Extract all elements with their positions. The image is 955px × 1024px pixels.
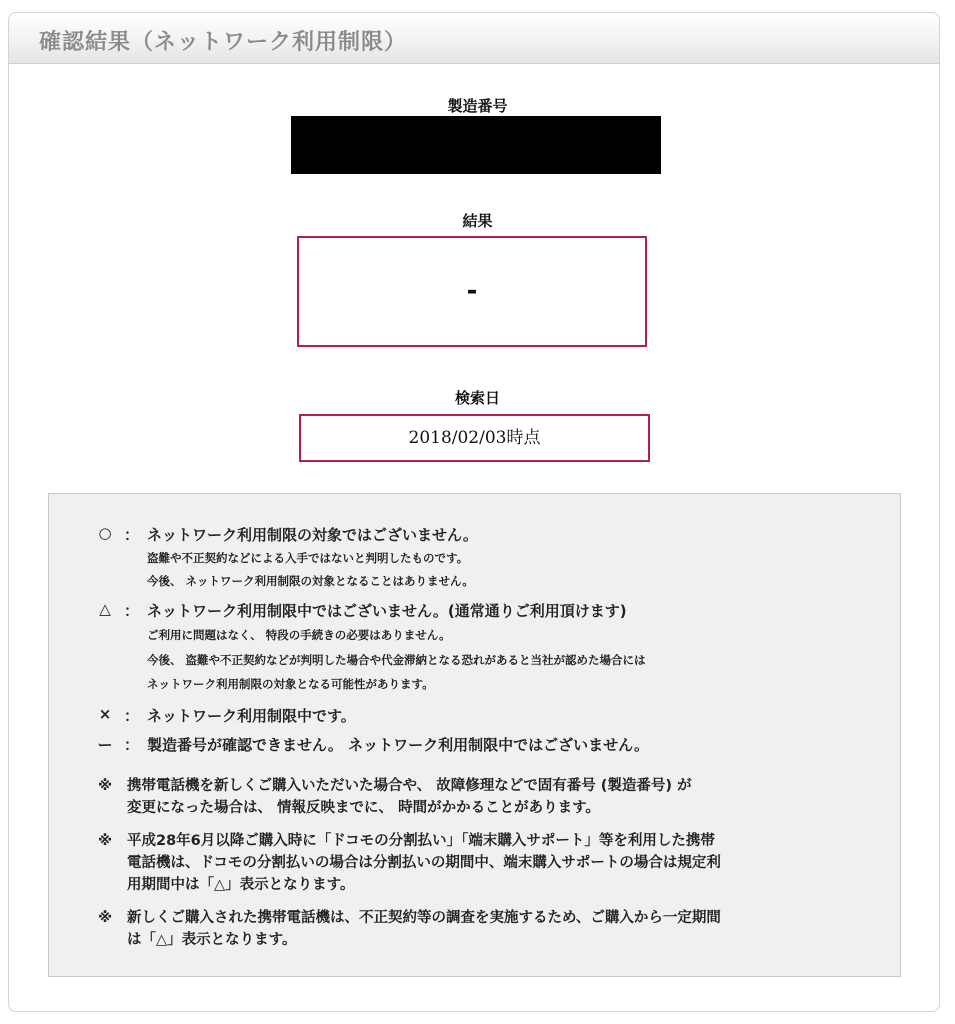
note-mark: ※ [97,910,113,926]
legend-text: 製造番号が確認できません。 ネットワーク利用制限中ではございません。 [147,736,650,754]
legend-subtext: ご利用に問題はなく、 特段の手続きの必要はありません。 [147,628,451,642]
search-date-box [299,414,650,462]
legend-text: ネットワーク利用制限中です。 [147,707,356,725]
panel-header [9,13,939,64]
note-line: 変更になった場合は、 情報反映までに、 時間がかかることがあります。 [127,800,600,816]
legend-colon: ： [124,707,140,725]
circle-symbol: ○ [98,524,112,542]
note-line: は「△」表示となります。 [127,932,297,948]
legend-colon: ： [124,526,140,544]
legend-subtext: 盗難や不正契約などによる入手ではないと判明したものです。 [147,551,469,565]
note-line: 電話機は、ドコモの分割払いの場合は分割払いの期間中、端末購入サポートの場合は規定利 [127,855,721,871]
legend-text: ネットワーク利用制限の対象ではございません。 [147,526,478,544]
legend-subtext: 今後、 ネットワーク利用制限の対象となることはありません。 [147,574,474,588]
legend-colon: ： [124,736,140,754]
note-line: 平成28年6月以降ご購入時に「ドコモの分割払い」「端末購入サポート」等を利用した携帯 [127,833,715,849]
result-value: - [466,276,478,306]
legend-text: ネットワーク利用制限中ではございません。(通常通りご利用頂けます) [147,602,627,620]
legend-subtext: 今後、 盗難や不正契約などが判明した場合や代金滞納となる恐れがあると当社が認めた場合には [147,653,646,667]
note-line: 新しくご購入された携帯電話機は、不正契約等の調査を実施するため、ご購入から一定期間 [127,910,721,926]
dash-symbol: ー [97,736,113,754]
cross-symbol: × [98,705,112,723]
legend-colon: ： [124,602,140,620]
note-line: 携帯電話機を新しくご購入いただいた場合や、 故障修理などで固有番号 (製造番号) が [127,778,692,794]
serial-label: 製造番号 [447,97,508,115]
result-label: 結果 [462,212,493,230]
serial-redacted-value [291,116,661,174]
page-title: 確認結果（ネットワーク利用制限） [39,30,408,55]
search-date-value: 2018/02/03時点 [408,428,541,448]
note-mark: ※ [97,778,113,794]
legend-box [48,493,901,977]
note-line: 用期間中は「△」表示となります。 [127,877,355,893]
search-date-label: 検索日 [454,389,500,407]
note-mark: ※ [97,833,113,849]
result-box [297,236,647,347]
legend-subtext: ネットワーク利用制限の対象となる可能性があります。 [147,677,434,691]
triangle-symbol: △ [99,600,111,618]
